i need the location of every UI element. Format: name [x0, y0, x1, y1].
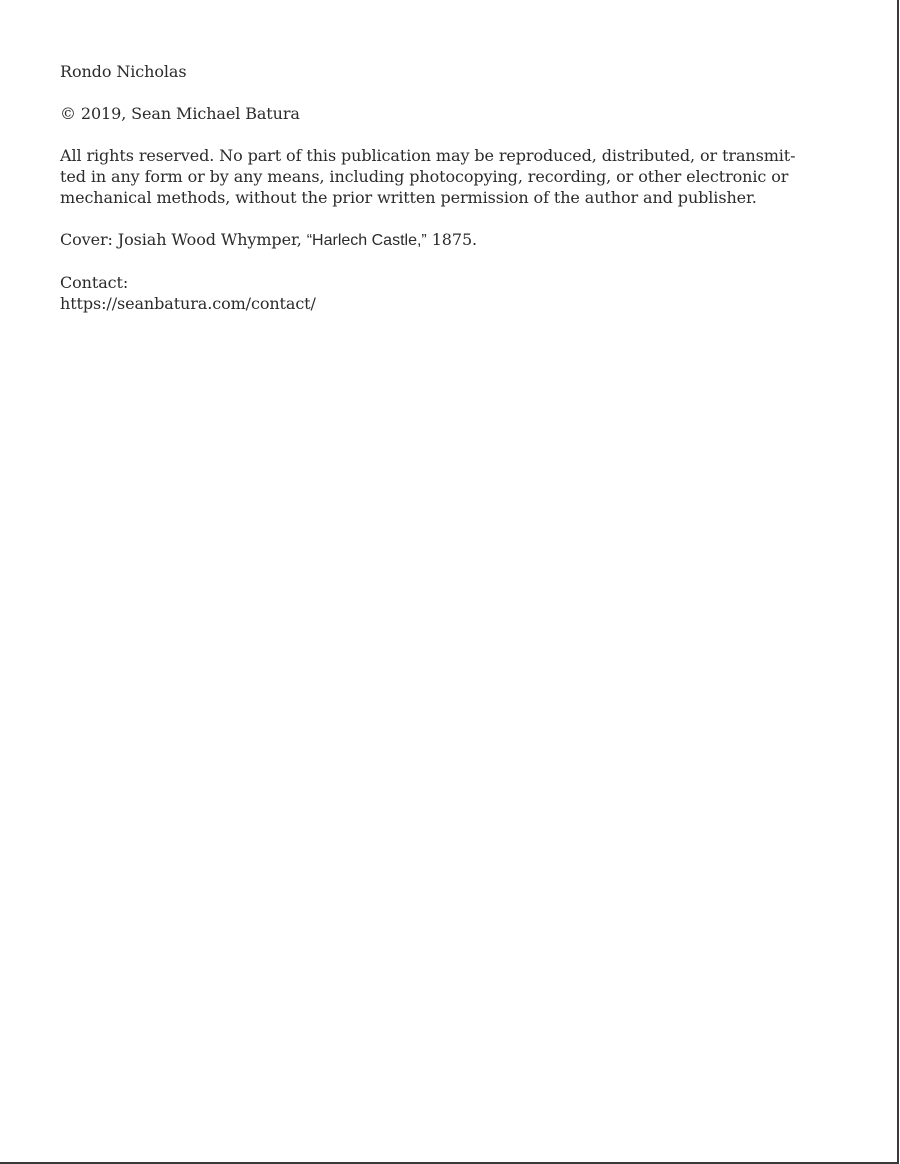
copyright-notice: [60, 103, 830, 124]
copyright-notice-text: © 2019, Sean Michael Batura: [60, 104, 300, 123]
contact-block: [60, 272, 830, 314]
rights-line: ted in any form or by any means, including photocopying, recording, or other electronic or: [60, 167, 789, 186]
cover-artwork-title: “Harlech Castle,”: [306, 232, 427, 249]
cover-artwork-year: 1875.: [426, 230, 478, 249]
rights-line: All rights reserved. No part of this publication may be reproduced, distributed, or transmit-: [60, 146, 796, 165]
book-title-text: Rondo Nicholas: [60, 62, 187, 81]
copyright-page-content: [60, 61, 830, 335]
contact-label: Contact:: [60, 273, 129, 292]
cover-credit: [60, 229, 830, 251]
rights-line: mechanical methods, without the prior written permission of the author and publisher.: [60, 188, 757, 207]
cover-credit-prefix: Cover: Josiah Wood Whymper,: [60, 230, 307, 249]
rights-reserved-statement: [60, 145, 830, 208]
book-title: [60, 61, 830, 82]
cover-credit-line: [60, 229, 830, 251]
contact-url: https://seanbatura.com/contact/: [60, 294, 316, 313]
